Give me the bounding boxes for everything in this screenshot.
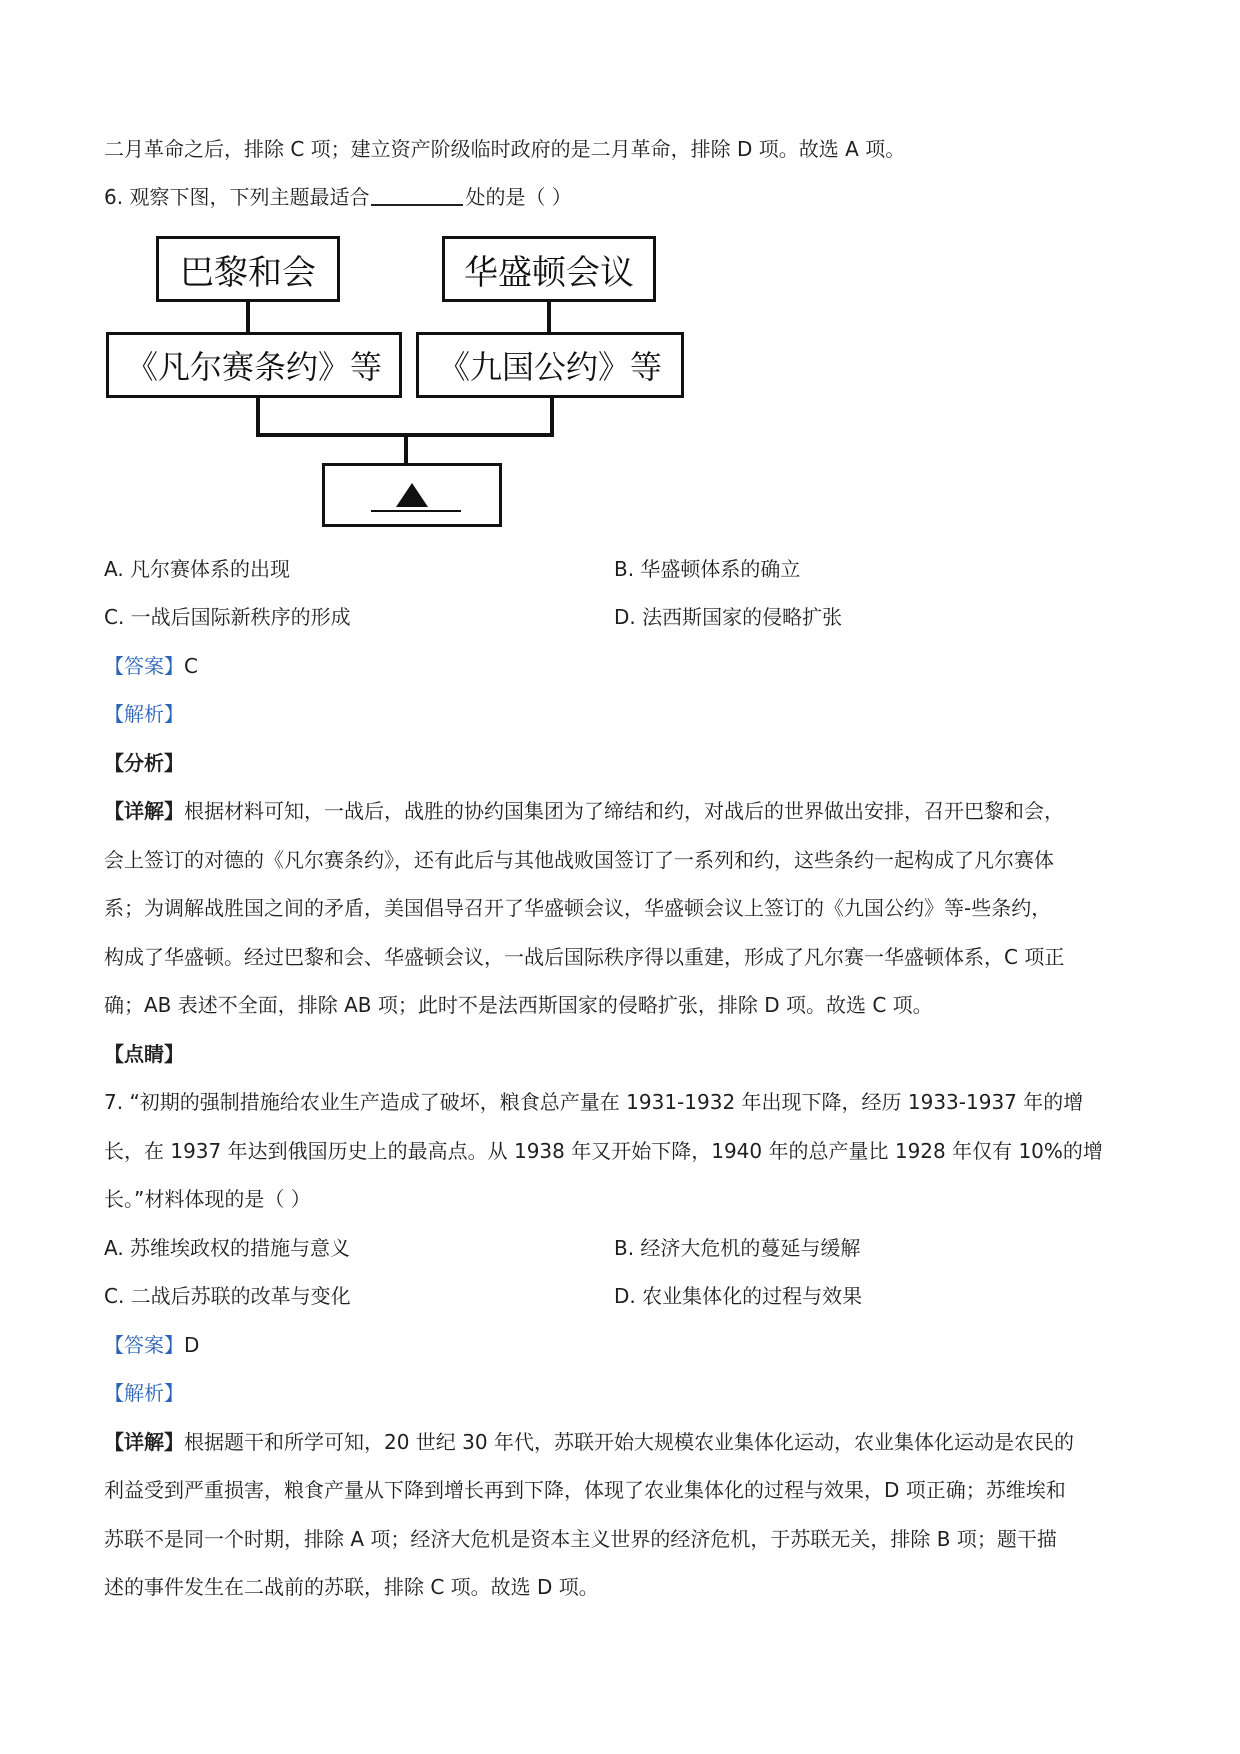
q7-detail-line-4: 述的事件发生在二战前的苏联，排除 C 项。故选 D 项。 — [104, 1575, 599, 1599]
q6-fenxi-tag: 【分析】 — [104, 751, 184, 775]
box-paris-peace-conference: 巴黎和会 — [156, 236, 340, 302]
answer-tag: 【答案】 — [104, 654, 184, 678]
connector-washington — [547, 302, 551, 332]
q6-jiexi-tag: 【解析】 — [104, 702, 184, 726]
q6-detail-line-1 — [104, 796, 1064, 826]
q6-stem-after: 处的是（ ） — [465, 185, 572, 209]
q7-stem-line-3: 长。”材料体现的是（ ） — [104, 1187, 311, 1211]
q6-stem — [104, 182, 572, 212]
box-washington-conference: 华盛顿会议 — [442, 236, 656, 302]
q7-option-b: B. 经济大危机的蔓延与缓解 — [614, 1236, 861, 1260]
q6-option-c: C. 一战后国际新秩序的形成 — [104, 605, 351, 629]
q6-option-b: B. 华盛顿体系的确立 — [614, 557, 801, 581]
q6-option-d: D. 法西斯国家的侵略扩张 — [614, 605, 843, 629]
q7-jiexi-tag: 【解析】 — [104, 1381, 184, 1405]
q6-detail-line-5: 确；AB 表述不全面，排除 AB 项；此时不是法西斯国家的侵略扩张，排除 D 项。故选 C 项。 — [104, 993, 933, 1017]
q7-stem-line-2: 长，在 1937 年达到俄国历史上的最高点。从 1938 年又开始下降，1940 年的总产量比 1928 年仅有 10%的增 — [104, 1139, 1103, 1163]
q6-answer — [104, 651, 198, 681]
q7-option-d: D. 农业集体化的过程与效果 — [614, 1284, 863, 1308]
q6-option-a: A. 凡尔赛体系的出现 — [104, 557, 291, 581]
box-answer-placeholder — [322, 463, 502, 527]
triangle-icon — [396, 483, 428, 507]
connector-center-down — [404, 433, 408, 463]
q6-detail-line-4: 构成了华盛顿。经过巴黎和会、华盛顿会议，一战后国际秩序得以重建，形成了凡尔赛一华盛顿体系，C 项正 — [104, 945, 1065, 969]
q7-answer — [104, 1330, 199, 1360]
connector-paris — [246, 302, 250, 332]
connector-left-down — [256, 398, 260, 436]
connector-right-down — [550, 398, 554, 436]
q6-dianjing-tag: 【点睛】 — [104, 1042, 184, 1066]
q7-detail-line-2: 利益受到严重损害，粮食产量从下降到增长再到下降，体现了农业集体化的过程与效果，D 项正确；苏维埃和 — [104, 1478, 1066, 1502]
q6-stem-before: 6. 观察下图，下列主题最适合 — [104, 185, 370, 209]
intro-text: 二月革命之后，排除 C 项；建立资产阶级临时政府的是二月革命，排除 D 项。故选 A 项。 — [104, 137, 906, 161]
detail-text: 根据材料可知，一战后，战胜的协约国集团为了缔结和约，对战后的世界做出安排，召开巴黎和会， — [184, 799, 1064, 823]
answer-tag: 【答案】 — [104, 1333, 184, 1357]
q6-blank — [371, 184, 463, 206]
q6-diagram — [104, 232, 704, 542]
detail-text: 根据题干和所学可知，20 世纪 30 年代，苏联开始大规模农业集体化运动，农业集体化运动是农民的 — [184, 1430, 1074, 1454]
q6-detail-line-3: 系；为调解战胜国之间的矛盾，美国倡导召开了华盛顿会议，华盛顿会议上签订的《九国公约》等-些条约， — [104, 896, 1052, 920]
q7-option-c: C. 二战后苏联的改革与变化 — [104, 1284, 351, 1308]
detail-tag: 【详解】 — [104, 1430, 184, 1454]
answer-value: C — [184, 654, 198, 678]
q7-detail-line-1 — [104, 1427, 1074, 1457]
box-nine-power-treaty: 《九国公约》等 — [416, 332, 684, 398]
detail-tag: 【详解】 — [104, 799, 184, 823]
q7-detail-line-3: 苏联不是同一个时期，排除 A 项；经济大危机是资本主义世界的经济危机，于苏联无关，排除 B 项；题干描 — [104, 1527, 1057, 1551]
q7-stem-line-1: 7. “初期的强制措施给农业生产造成了破坏，粮食总产量在 1931-1932 年出现下降，经历 1933-1937 年的增 — [104, 1090, 1084, 1114]
placeholder-underline — [371, 510, 461, 512]
q7-option-a: A. 苏维埃政权的措施与意义 — [104, 1236, 351, 1260]
box-versailles-treaty: 《凡尔赛条约》等 — [106, 332, 402, 398]
answer-value: D — [184, 1333, 200, 1357]
q6-detail-line-2: 会上签订的对德的《凡尔赛条约》，还有此后与其他战败国签订了一系列和约，这些条约一起构成了凡尔赛体 — [104, 848, 1054, 872]
